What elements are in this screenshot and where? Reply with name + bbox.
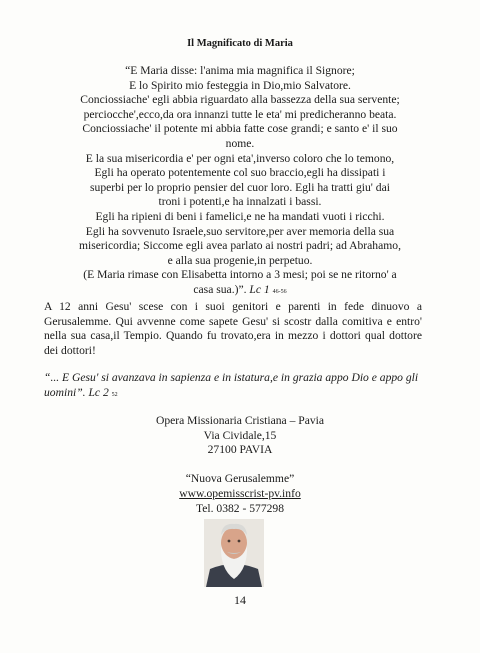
bearded-man-portrait	[204, 519, 264, 587]
page-title: Il Magnificato di Maria	[187, 38, 293, 49]
poem-reference	[249, 283, 286, 296]
poem-line: Egli ha sovvenuto Israele,suo servitore,per aver memoria della sua	[85, 224, 395, 238]
poem-line: nome.	[225, 136, 255, 150]
portrait-photo	[204, 519, 264, 587]
quote-text: “... E Gesu' si avanzava in sapienza e in istatura,e in grazia appo Dio e appo gli uomini”. Lc 2	[44, 371, 419, 399]
page-number: 14	[234, 593, 246, 607]
phone-number: Tel. 0382 - 577298	[195, 501, 285, 515]
poem-line: troni i potenti,e ha innalzati i bassi.	[158, 195, 322, 209]
poem-line: E lo Spirito mio festeggia in Dio,mio Salvatore.	[129, 78, 351, 92]
city-address: 27100 PAVIA	[207, 443, 273, 457]
website-link[interactable]: www.opemisscrist-pv.info	[179, 486, 301, 500]
poem-line: E la sua misericordia e' per ogni eta',inverso coloro che lo temono,	[85, 151, 395, 165]
scripture-quote	[44, 371, 422, 402]
magazine-name: “Nuova Gerusalemme”	[185, 472, 295, 486]
contact-block	[0, 414, 480, 516]
poem-line: Conciossiache' egli abbia riguardato alla bassezza della sua servente;	[80, 93, 400, 107]
poem-line: Egli ha ripieni di beni i famelici,e ne ha mandati vuoti i ricchi.	[95, 209, 385, 223]
poem-last-text: casa sua.)”.	[193, 282, 247, 296]
poem-line: “E Maria disse: l'anima mia magnifica il Signore;	[125, 64, 355, 77]
street-address: Via Cividale,15	[203, 428, 277, 442]
poem-line: percioсche',ecco,da ora innanzi tutte le eta' mi predicheranno beata.	[83, 107, 397, 121]
narrative-paragraph: A 12 anni Gesu' scese con i suoi genitori e parenti in fede dinuovo a Gerusalemme. Qui avvenne come sapete Gesu' si scostr dalla comitiva e entro' nella sua casa,il Tempio. Quando fu trovato,era in mezzo i dottori qual dottore dei dottori!	[44, 300, 422, 357]
poem-line: Egli ha operato potentemente col suo braccio,egli ha dissipati i	[94, 166, 386, 180]
magnificat-text	[40, 64, 440, 300]
poem-ref-book: Lc 1	[249, 282, 270, 296]
poem-line: misericordia; Siccome egli avea parlato ai nostri padri; ad Abrahamo,	[79, 239, 401, 253]
poem-line: superbi per lo proprio pensier del cuor loro. Egli ha tratti giu' dai	[90, 180, 390, 194]
poem-line: e alla sua progenie,in perpetuo.	[167, 253, 313, 267]
poem-ref-verses: 46-56	[272, 288, 287, 295]
poem-line-last	[40, 283, 440, 300]
poem-line: (E Maria rimase con Elisabetta intorno a 3 mesi; poi se ne ritorno' a	[83, 268, 397, 282]
poem-line: Conciossiache' il potente mi abbia fatte cose grandi; e santo e' il suo	[82, 122, 398, 136]
quote-ref-verse: 52	[111, 391, 118, 398]
org-name: Opera Missionaria Cristiana – Pavia	[155, 414, 325, 427]
